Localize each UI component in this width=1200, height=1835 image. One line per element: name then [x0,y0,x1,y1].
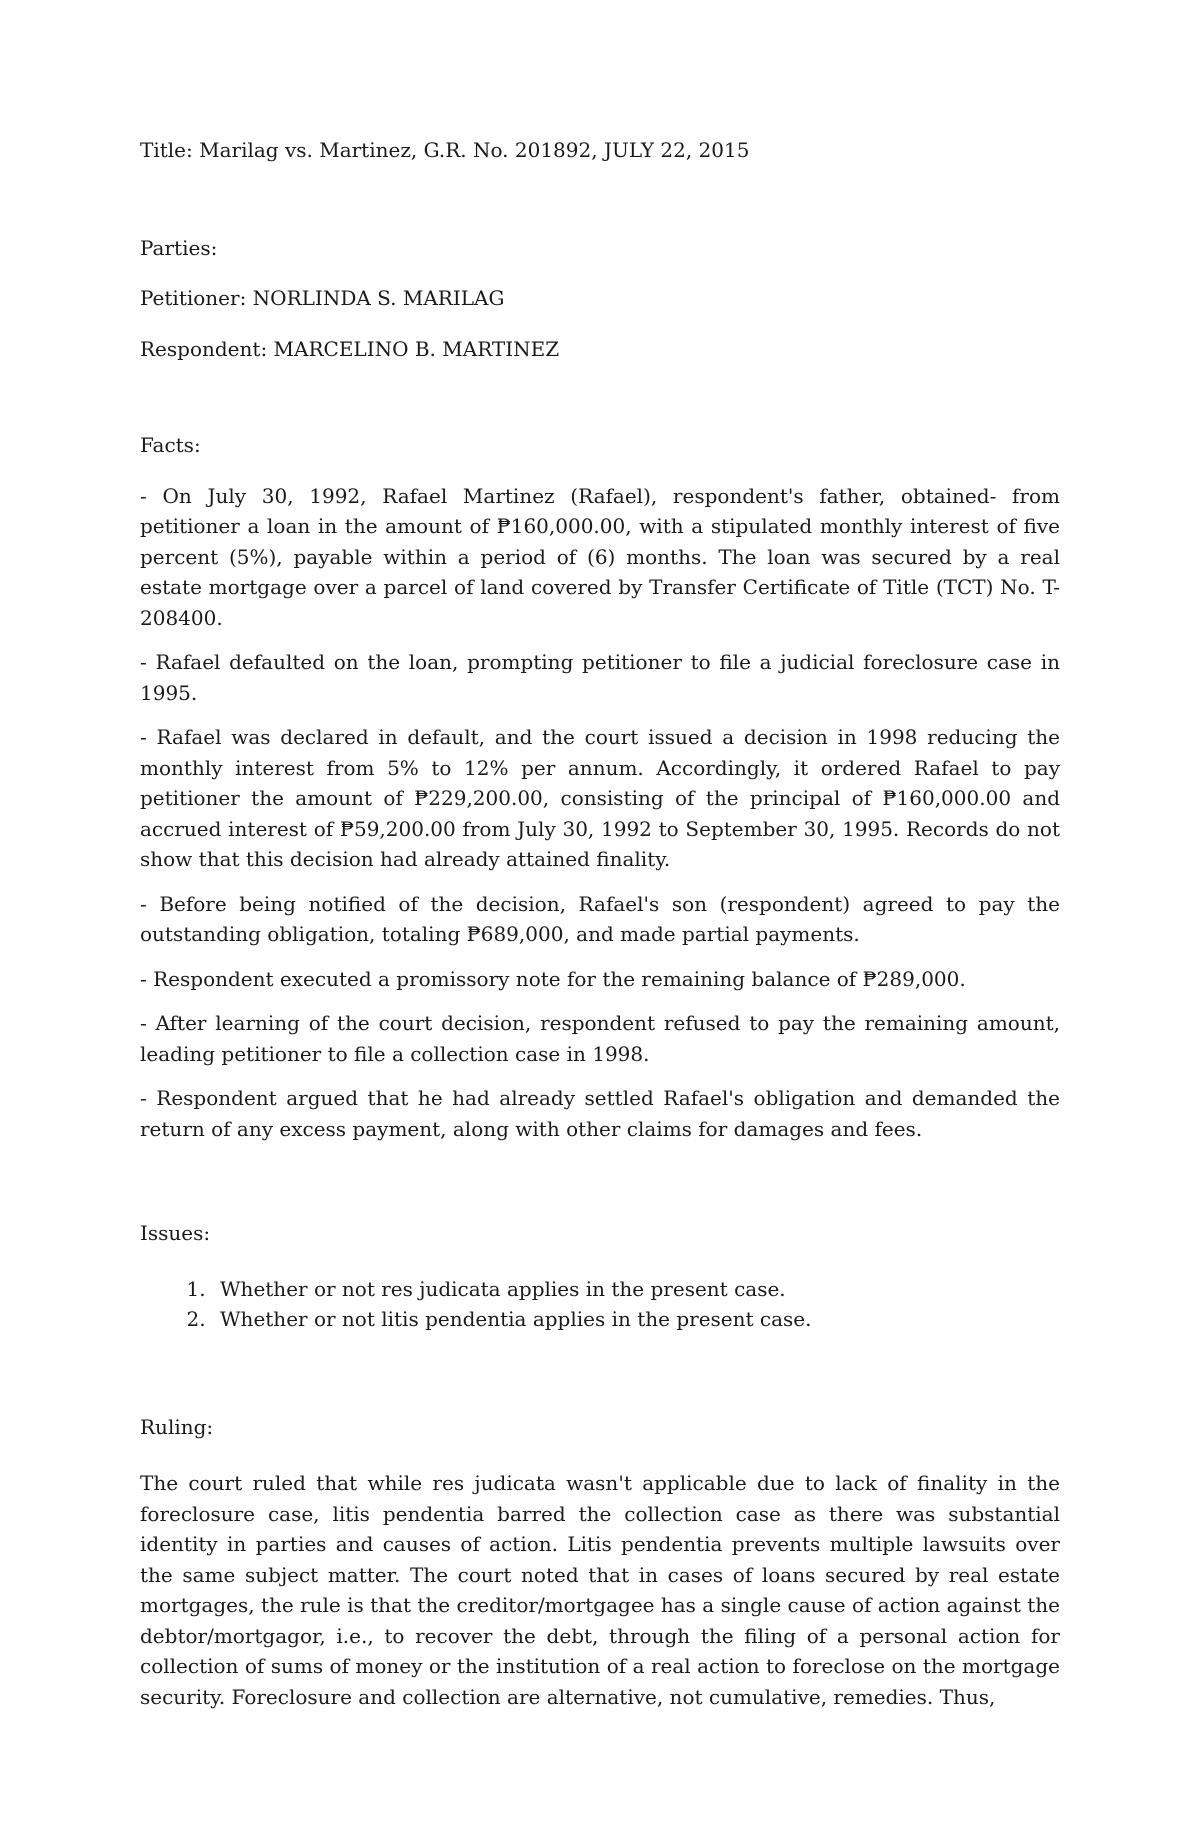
petitioner-line: Petitioner: NORLINDA S. MARILAG [140,286,505,310]
fact-item: - On July 30, 1992, Rafael Martinez (Rafael), respondent's father, obtained- from petitioner a loan in the amount of ₱160,000.00, with a stipulated monthly interest of five percent (5%), payable within a period of (6) months. The loan was secured by a real estate mortgage over a parcel of land covered by Transfer Certificate of Title (TCT) No. T-208400. [140,483,1060,630]
ruling-text: The court ruled that while res judicata wasn't applicable due to lack of finality in the foreclosure case, litis pendentia barred the collection case as there was substantial identity in parties and causes of action. Litis pendentia prevents multiple lawsuits over the same subject matter. The court noted that in cases of loans secured by real estate mortgages, the rule is that the creditor/mortgagee has a single cause of action against the debtor/mortgagor, i.e., to recover the debt, through the filing of a personal action for collection of sums of money or the institution of a real action to foreclose on the mortgage security. Foreclosure and collection are alternative, not cumulative, remedies. Thus, [140,1471,1060,1709]
document-page [140,135,1060,1712]
facts-label: Facts: [140,433,201,457]
issues-list [140,1274,1060,1335]
issues-section [140,1218,1060,1335]
fact-item: - Rafael was declared in default, and the court issued a decision in 1998 reducing the monthly interest from 5% to 12% per annum. Accordingly, it ordered Rafael to pay petitioner the amount of ₱229,200.00, consisting of the principal of ₱160,000.00 and accrued interest of ₱59,200.00 from July 30, 1992 to September 30, 1995. Records do not show that this decision had already attained finality. [140,725,1060,871]
issue-item: 1. Whether or not res judicata applies in the present case. [212,1274,1060,1305]
facts-section [140,430,1060,1144]
issues-label: Issues: [140,1221,211,1245]
fact-item: - Before being notified of the decision, Rafael's son (respondent) agreed to pay the outstanding obligation, totaling ₱689,000, and made partial payments. [140,891,1060,946]
respondent-line: Respondent: MARCELINO B. MARTINEZ [140,336,560,361]
parties-label: Parties: [140,235,218,260]
fact-item: - Respondent argued that he had already settled Rafael's obligation and demanded the return of any excess payment, along with other claims for damages and fees. [140,1086,1060,1141]
issue-item: 2. Whether or not litis pendentia applies in the present case. [212,1304,1060,1335]
ruling-label: Ruling: [140,1414,214,1439]
case-title: Title: Marilag vs. Martinez, G.R. No. 201892, JULY 22, 2015 [140,138,750,162]
parties-section [140,233,1060,365]
fact-item: - Rafael defaulted on the loan, prompting petitioner to file a judicial foreclosure case in 1995. [140,650,1060,705]
fact-item: - After learning of the court decision, respondent refused to pay the remaining amount, leading petitioner to file a collection case in 1998. [140,1011,1060,1066]
ruling-section [140,1412,1060,1713]
fact-item: - Respondent executed a promissory note for the remaining balance of ₱289,000. [140,966,966,991]
